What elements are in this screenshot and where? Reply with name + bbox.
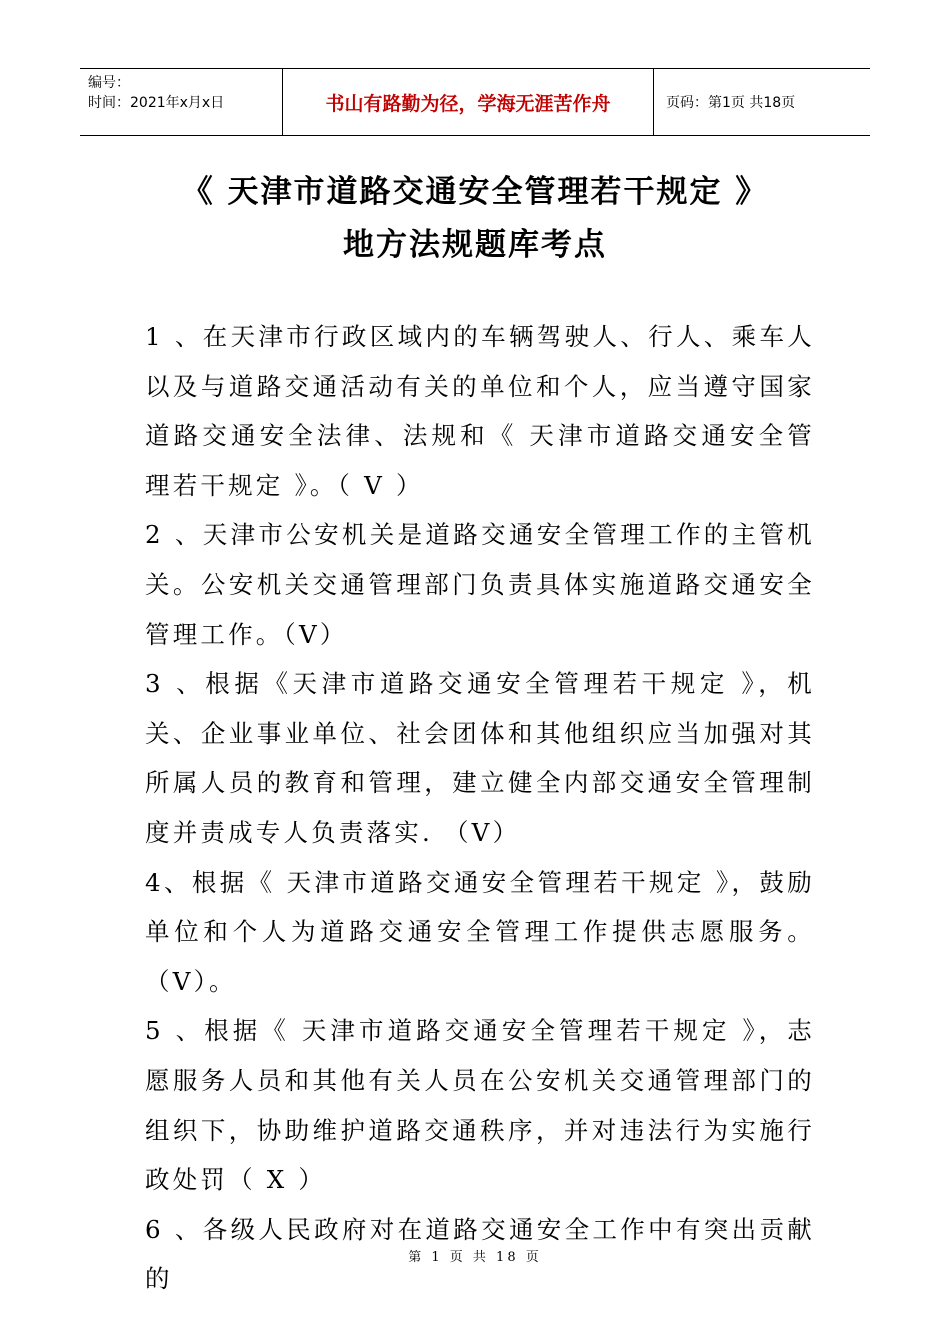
question-paragraph-2: 2 、天津市公安机关是道路交通安全管理工作的主管机关。公安机关交通管理部门负责具体实施道路交通安全管理工作。（V）	[145, 520, 815, 649]
time-label: 时间：2021年x月x日	[88, 95, 225, 111]
document-title: 《 天津市道路交通安全管理若干规定 》	[181, 174, 769, 210]
header-motto: 书山有路勤为径，学海无涯苦作舟	[282, 69, 654, 135]
document-body	[145, 312, 815, 1304]
question-paragraph-1: 1 、在天津市行政区域内的车辆驾驶人、行人、乘车人以及与道路交通活动有关的单位和个人，应当遵守国家道路交通安全法律、法规和《 天津市道路交通安全管理若干规定 》。（ V ）	[145, 322, 815, 500]
question-paragraph-5: 5 、根据《 天津市道路交通安全管理若干规定 》，志愿服务人员和其他有关人员在公安机关交通管理部门的组织下，协助维护道路交通秩序，并对违法行为实施行政处罚（ X ）	[145, 1016, 815, 1195]
header-meta	[80, 69, 282, 135]
header-page-info: 页码：第1页 共18页	[666, 95, 796, 111]
question-paragraph-4: 4、根据《 天津市道路交通安全管理若干规定 》，鼓励单位和个人为道路交通安全管理工作提供志愿服务。（V）。	[145, 867, 815, 996]
page-footer: 第 1 页 共 18 页	[408, 1250, 542, 1265]
document-header	[80, 68, 870, 136]
question-paragraph-3: 3 、根据《天津市道路交通安全管理若干规定 》，机关、企业事业单位、社会团体和其他组织应当加强对其所属人员的教育和管理，建立健全内部交通安全管理制度并责成专人负责落实. （V）	[145, 669, 815, 847]
number-label: 编号：	[88, 75, 130, 91]
document-subtitle: 地方法规题库考点	[343, 227, 607, 263]
question-paragraph-6: 6 、各级人民政府对在道路交通安全工作中有突出贡献的	[145, 1214, 815, 1294]
